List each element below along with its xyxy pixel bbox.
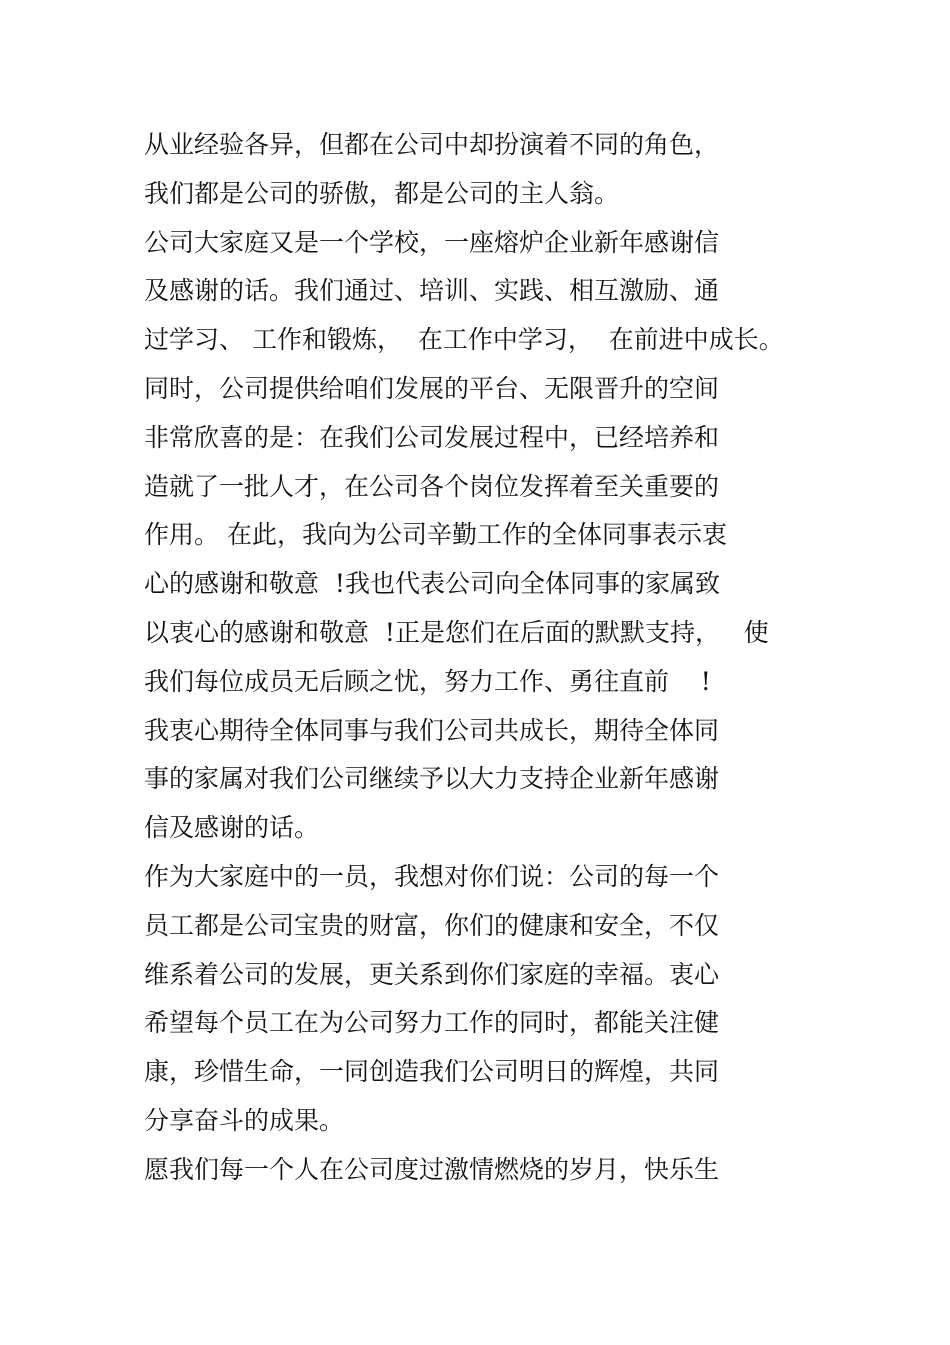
text-line: 心的感谢和敬意 !我也代表公司向全体同事的家属致 xyxy=(144,569,720,599)
text-line: 同时，公司提供给咱们发展的平台、无限晋升的空间 xyxy=(144,373,720,403)
text-line: 我们都是公司的骄傲，都是公司的主人翁。 xyxy=(144,178,620,208)
text-line: 非常欣喜的是：在我们公司发展过程中，已经培养和 xyxy=(144,422,720,452)
text-line: 我衷心期待全体同事与我们公司共成长，期待全体同 xyxy=(144,715,720,745)
text-line: 愿我们每一个人在公司度过激情燃烧的岁月，快乐生 xyxy=(144,1154,720,1184)
text-line: 信及感谢的话。 xyxy=(144,813,320,843)
text-line: 分享奋斗的成果。 xyxy=(144,1105,345,1135)
text-line: 事的家属对我们公司继续予以大力支持企业新年感谢 xyxy=(144,764,720,794)
text-line: 过学习、 工作和锻炼， 在工作中学习， 在前进中成长。 xyxy=(144,325,784,355)
body-text xyxy=(144,121,844,1195)
text-line: 希望每个员工在为公司努力工作的同时，都能关注健 xyxy=(144,1008,720,1038)
text-line: 维系着公司的发展，更关系到你们家庭的幸福。衷心 xyxy=(144,959,720,989)
text-line: 及感谢的话。我们通过、培训、实践、相互激励、通 xyxy=(144,276,720,306)
text-line: 作用。 在此，我向为公司辛勤工作的全体同事表示衷 xyxy=(144,520,727,550)
text-line: 公司大家庭又是一个学校，一座熔炉企业新年感谢信 xyxy=(144,227,720,257)
text-line: 我们每位成员无后顾之忧，努力工作、勇往直前 ! xyxy=(144,666,711,696)
text-line: 康，珍惜生命，一同创造我们公司明日的辉煌，共同 xyxy=(144,1057,720,1087)
text-line: 从业经验各异，但都在公司中却扮演着不同的角色， xyxy=(144,130,720,159)
text-line: 造就了一批人才，在公司各个岗位发挥着至关重要的 xyxy=(144,471,720,501)
text-line: 作为大家庭中的一员，我想对你们说：公司的每一个 xyxy=(144,861,720,891)
text-line: 员工都是公司宝贵的财富，你们的健康和安全，不仅 xyxy=(144,910,720,940)
text-line: 以衷心的感谢和敬意 !正是您们在后面的默默支持， 使 xyxy=(144,617,769,647)
